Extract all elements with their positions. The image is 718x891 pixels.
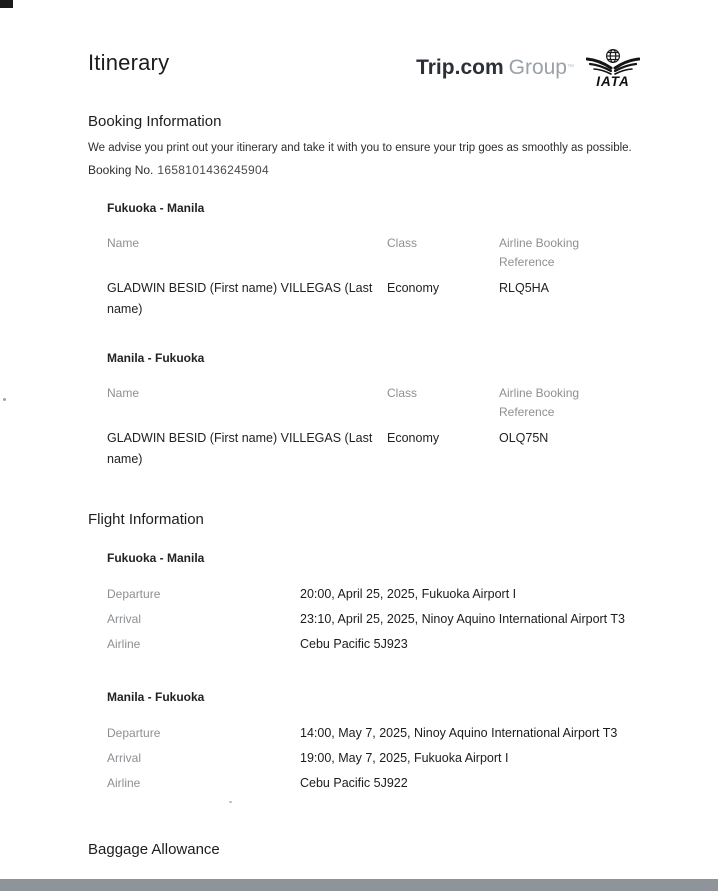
trademark-symbol: ™ xyxy=(567,64,574,71)
booking-number-label: Booking No. xyxy=(88,163,154,177)
route-heading: Fukuoka - Manila xyxy=(107,551,205,565)
booking-table-row xyxy=(107,278,718,320)
page-title: Itinerary xyxy=(88,50,170,75)
route-heading: Manila - Fukuoka xyxy=(107,690,205,704)
iata-winged-globe-icon xyxy=(586,48,640,88)
flight-row-value: Cebu Pacific 5J922 xyxy=(300,776,408,790)
tripcom-logo-trip: Trip xyxy=(416,56,455,79)
booking-reference-cell: RLQ5HA xyxy=(499,281,550,295)
baggage-allowance-heading: Baggage Allowance xyxy=(88,841,220,858)
document-header xyxy=(0,0,718,86)
column-header-class: Class xyxy=(387,386,418,400)
route-heading: Fukuoka - Manila xyxy=(107,201,205,215)
flight-row-label: Departure xyxy=(107,587,161,601)
booking-number-value: 1658101436245904 xyxy=(157,163,269,177)
tripcom-logo-com: com xyxy=(460,56,504,79)
flight-row-airline xyxy=(107,636,718,661)
flight-information-section xyxy=(0,510,718,800)
booking-reference-cell: OLQ75N xyxy=(499,431,549,445)
flight-row-airline xyxy=(107,775,718,800)
column-header-class: Class xyxy=(387,236,418,250)
flight-row-arrival xyxy=(107,611,718,636)
booking-number-line xyxy=(88,162,718,178)
booking-table-row xyxy=(107,428,718,470)
flight-row-label: Arrival xyxy=(107,751,142,765)
flight-row-label: Airline xyxy=(107,637,141,651)
flight-segment xyxy=(107,550,718,661)
passenger-name-cell: GLADWIN BESID (First name) VILLEGAS (Last name) xyxy=(107,431,373,466)
booking-table-header-row xyxy=(107,234,718,272)
tripcom-logo-group: Group xyxy=(508,56,567,79)
flight-row-value: 20:00, April 25, 2025, Fukuoka Airport I xyxy=(300,587,517,601)
advisory-text: We advise you print out your itinerary and take it with you to ensure your trip goes as smoothly as possible. xyxy=(88,142,632,154)
flight-row-label: Airline xyxy=(107,776,141,790)
booking-segment xyxy=(107,350,718,470)
flight-row-value: 23:10, April 25, 2025, Ninoy Aquino International Airport T3 xyxy=(300,612,625,626)
scan-artifact-corner xyxy=(0,0,13,8)
column-header-airline-booking-reference: Airline Booking Reference xyxy=(499,386,580,419)
column-header-airline-booking-reference: Airline Booking Reference xyxy=(499,236,580,269)
booking-segment xyxy=(107,200,718,320)
tripcom-logo-dot: . xyxy=(454,56,461,79)
scan-speck xyxy=(3,398,6,401)
class-cell: Economy xyxy=(387,281,440,295)
flight-row-departure xyxy=(107,725,718,750)
flight-row-label: Arrival xyxy=(107,612,142,626)
flight-row-departure xyxy=(107,586,718,611)
svg-text:IATA: IATA xyxy=(596,74,630,88)
booking-table-header-row xyxy=(107,384,718,422)
tripcom-group-logo xyxy=(416,56,574,80)
booking-information-section xyxy=(0,112,718,470)
flight-row-value: 19:00, May 7, 2025, Fukuoka Airport I xyxy=(300,751,509,765)
flight-detail-rows xyxy=(107,725,718,800)
scan-edge-bar xyxy=(0,879,718,891)
brand-logos xyxy=(416,50,640,86)
flight-information-heading: Flight Information xyxy=(88,511,204,528)
flight-segment xyxy=(107,689,718,800)
column-header-name: Name xyxy=(107,386,140,400)
flight-row-label: Departure xyxy=(107,726,161,740)
flight-row-value: Cebu Pacific 5J923 xyxy=(300,637,408,651)
route-heading: Manila - Fukuoka xyxy=(107,351,205,365)
baggage-allowance-section xyxy=(0,840,718,860)
class-cell: Economy xyxy=(387,431,440,445)
booking-information-heading: Booking Information xyxy=(88,113,222,130)
flight-row-value: 14:00, May 7, 2025, Ninoy Aquino International Airport T3 xyxy=(300,726,618,740)
scan-speck xyxy=(229,801,232,803)
flight-row-arrival xyxy=(107,750,718,775)
column-header-name: Name xyxy=(107,236,140,250)
flight-detail-rows xyxy=(107,586,718,661)
passenger-name-cell: GLADWIN BESID (First name) VILLEGAS (Last name) xyxy=(107,281,373,316)
